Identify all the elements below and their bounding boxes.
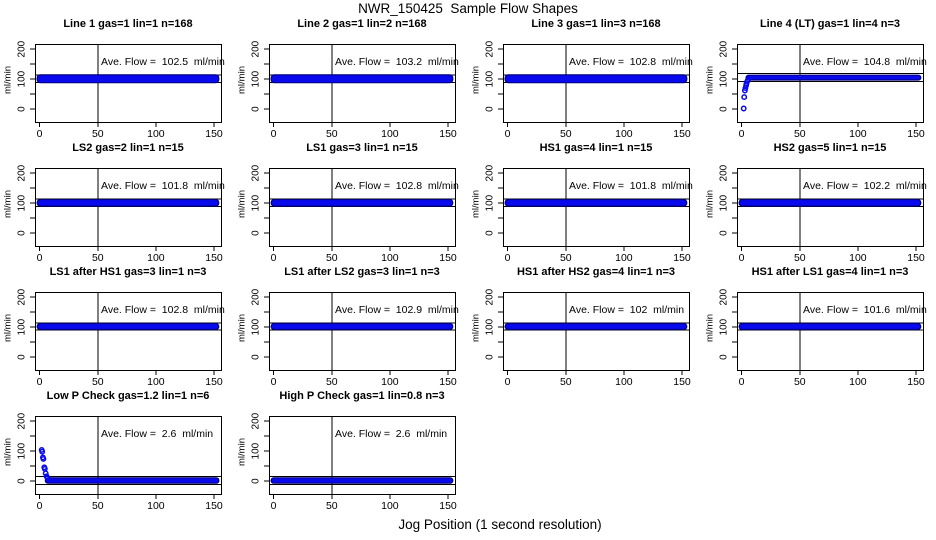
svg-text:100: 100 [615, 376, 633, 386]
svg-text:0: 0 [484, 106, 496, 112]
svg-text:0: 0 [270, 252, 277, 262]
svg-text:100: 100 [250, 442, 262, 460]
svg-text:200: 200 [16, 164, 28, 182]
svg-text:50: 50 [91, 128, 104, 138]
plot-title: Line 1 gas=1 lin=1 n=168 [63, 18, 193, 30]
svg-text:100: 100 [381, 500, 399, 510]
svg-text:100: 100 [615, 128, 633, 138]
svg-text:0: 0 [718, 354, 730, 360]
flow-band [271, 200, 453, 207]
plot-canvas [234, 262, 468, 386]
svg-text:150: 150 [439, 500, 457, 510]
ave-flow-annotation: Ave. Flow = 102.8 ml/min [569, 56, 693, 68]
plot-title: LS1 after HS1 gas=3 lin=1 n=3 [49, 266, 207, 278]
plot-ls1-after-hs1 [0, 262, 234, 386]
flow-point [742, 95, 746, 99]
ave-flow-annotation: Ave. Flow = 102.2 ml/min [803, 180, 927, 192]
svg-text:100: 100 [849, 252, 867, 262]
svg-text:50: 50 [559, 376, 572, 386]
flow-band [37, 200, 219, 207]
svg-text:100: 100 [16, 70, 28, 88]
ave-flow-annotation: Ave. Flow = 104.8 ml/min [803, 56, 927, 68]
svg-text:0: 0 [504, 376, 511, 386]
plot-ls1-after-ls2 [234, 262, 468, 386]
plot-title: Line 4 (LT) gas=1 lin=4 n=3 [759, 18, 901, 30]
plot-line2 [234, 14, 468, 138]
plot-canvas [0, 386, 234, 510]
svg-text:50: 50 [91, 500, 104, 510]
flow-band [739, 324, 921, 330]
svg-text:50: 50 [325, 376, 338, 386]
y-axis-label: ml/min [2, 66, 14, 94]
plot-canvas [468, 262, 702, 386]
plot-ls2 [0, 138, 234, 262]
svg-text:100: 100 [16, 318, 28, 336]
y-axis-label: ml/min [470, 66, 482, 94]
svg-text:100: 100 [381, 376, 399, 386]
svg-text:100: 100 [718, 70, 730, 88]
svg-text:100: 100 [381, 252, 399, 262]
svg-text:50: 50 [793, 376, 806, 386]
svg-text:150: 150 [907, 252, 925, 262]
plot-hs2 [702, 138, 936, 262]
svg-text:0: 0 [16, 230, 28, 236]
svg-text:100: 100 [16, 442, 28, 460]
svg-text:0: 0 [484, 230, 496, 236]
svg-text:0: 0 [36, 128, 43, 138]
plot-canvas [234, 138, 468, 262]
plot-canvas [0, 14, 234, 138]
flow-band [37, 75, 219, 83]
svg-text:200: 200 [718, 164, 730, 182]
flow-band [271, 75, 453, 83]
svg-text:50: 50 [793, 128, 806, 138]
plot-canvas [702, 138, 936, 262]
flow-band [45, 478, 219, 483]
svg-text:0: 0 [36, 252, 43, 262]
ave-flow-annotation: Ave. Flow = 102.8 ml/min [335, 180, 459, 192]
svg-text:150: 150 [439, 252, 457, 262]
svg-text:50: 50 [91, 252, 104, 262]
flow-band [271, 324, 453, 330]
plot-line3 [468, 14, 702, 138]
svg-text:200: 200 [250, 40, 262, 58]
plot-title: Line 2 gas=1 lin=2 n=168 [297, 18, 427, 30]
y-axis-label: ml/min [2, 438, 14, 466]
y-axis-label: ml/min [236, 438, 248, 466]
flow-band [37, 324, 219, 330]
plot-canvas [234, 386, 468, 510]
svg-text:0: 0 [16, 354, 28, 360]
svg-text:50: 50 [559, 252, 572, 262]
svg-text:150: 150 [439, 376, 457, 386]
svg-text:200: 200 [484, 288, 496, 306]
svg-text:150: 150 [205, 376, 223, 386]
ave-flow-annotation: Ave. Flow = 102.8 ml/min [101, 304, 225, 316]
svg-text:50: 50 [325, 252, 338, 262]
svg-text:0: 0 [16, 106, 28, 112]
svg-text:100: 100 [147, 128, 165, 138]
ave-flow-annotation: Ave. Flow = 101.8 ml/min [569, 180, 693, 192]
plot-ls1 [234, 138, 468, 262]
y-axis-label: ml/min [470, 190, 482, 218]
svg-text:100: 100 [381, 128, 399, 138]
svg-text:50: 50 [325, 500, 338, 510]
flow-band [746, 75, 921, 80]
flow-band [505, 200, 687, 207]
plot-canvas [0, 262, 234, 386]
svg-text:100: 100 [849, 128, 867, 138]
svg-text:150: 150 [205, 500, 223, 510]
flow-band [505, 324, 687, 330]
svg-text:0: 0 [250, 230, 262, 236]
plot-high-p-check [234, 386, 468, 510]
ave-flow-annotation: Ave. Flow = 101.8 ml/min [101, 180, 225, 192]
svg-text:0: 0 [250, 354, 262, 360]
svg-text:0: 0 [16, 478, 28, 484]
svg-text:0: 0 [504, 128, 511, 138]
plot-low-p-check [0, 386, 234, 510]
svg-text:0: 0 [738, 376, 745, 386]
plot-title: HS1 after HS2 gas=4 lin=1 n=3 [516, 266, 676, 278]
svg-text:200: 200 [718, 288, 730, 306]
figure-title: NWR_150425 Sample Flow Shapes [358, 1, 578, 16]
svg-text:0: 0 [738, 128, 745, 138]
svg-text:100: 100 [718, 194, 730, 212]
plot-title: HS1 gas=4 lin=1 n=15 [539, 142, 653, 154]
plot-title: LS1 after LS2 gas=3 lin=1 n=3 [284, 266, 440, 278]
y-axis-label: ml/min [236, 190, 248, 218]
svg-text:200: 200 [718, 40, 730, 58]
svg-text:150: 150 [673, 252, 691, 262]
svg-text:100: 100 [484, 318, 496, 336]
svg-text:50: 50 [793, 252, 806, 262]
flow-band [739, 200, 921, 207]
svg-text:200: 200 [250, 288, 262, 306]
svg-text:0: 0 [504, 252, 511, 262]
plot-canvas [0, 138, 234, 262]
flow-band [505, 75, 687, 83]
plot-title: Line 3 gas=1 lin=3 n=168 [531, 18, 661, 30]
svg-text:150: 150 [673, 128, 691, 138]
svg-text:100: 100 [250, 318, 262, 336]
svg-text:100: 100 [147, 500, 165, 510]
svg-text:0: 0 [36, 500, 43, 510]
svg-text:0: 0 [484, 354, 496, 360]
plot-title: Low P Check gas=1.2 lin=1 n=6 [46, 390, 210, 402]
ave-flow-annotation: Ave. Flow = 2.6 ml/min [101, 428, 214, 440]
svg-text:200: 200 [16, 288, 28, 306]
plot-line1 [0, 14, 234, 138]
svg-text:100: 100 [147, 376, 165, 386]
y-axis-label: ml/min [236, 314, 248, 342]
svg-text:0: 0 [250, 106, 262, 112]
flow-point [742, 106, 746, 110]
svg-text:100: 100 [615, 252, 633, 262]
ave-flow-annotation: Ave. Flow = 103.2 ml/min [335, 56, 459, 68]
ave-flow-annotation: Ave. Flow = 102 ml/min [569, 304, 685, 316]
svg-text:150: 150 [205, 128, 223, 138]
y-axis-label: ml/min [704, 314, 716, 342]
svg-text:0: 0 [738, 252, 745, 262]
svg-text:100: 100 [250, 70, 262, 88]
svg-text:150: 150 [205, 252, 223, 262]
ave-flow-annotation: Ave. Flow = 2.6 ml/min [335, 428, 448, 440]
svg-text:200: 200 [250, 164, 262, 182]
svg-text:150: 150 [907, 376, 925, 386]
svg-text:200: 200 [250, 412, 262, 430]
y-axis-label: ml/min [236, 66, 248, 94]
plot-canvas [702, 262, 936, 386]
svg-text:150: 150 [673, 376, 691, 386]
svg-text:100: 100 [250, 194, 262, 212]
svg-text:50: 50 [325, 128, 338, 138]
plot-title: LS2 gas=2 lin=1 n=15 [72, 142, 184, 154]
y-axis-label: ml/min [704, 66, 716, 94]
svg-text:200: 200 [16, 40, 28, 58]
y-axis-label: ml/min [2, 190, 14, 218]
plot-canvas [468, 138, 702, 262]
svg-text:100: 100 [16, 194, 28, 212]
plot-line4-lt [702, 14, 936, 138]
plot-hs1 [468, 138, 702, 262]
plot-canvas [702, 14, 936, 138]
svg-text:150: 150 [907, 128, 925, 138]
svg-text:0: 0 [718, 230, 730, 236]
plot-canvas [468, 14, 702, 138]
svg-text:100: 100 [484, 70, 496, 88]
plot-title: HS2 gas=5 lin=1 n=15 [773, 142, 887, 154]
svg-text:100: 100 [147, 252, 165, 262]
svg-text:100: 100 [718, 318, 730, 336]
plot-hs1-after-hs2 [468, 262, 702, 386]
svg-text:50: 50 [91, 376, 104, 386]
y-axis-label: ml/min [470, 314, 482, 342]
plot-title: High P Check gas=1 lin=0.8 n=3 [279, 390, 445, 402]
ave-flow-annotation: Ave. Flow = 102.5 ml/min [101, 56, 225, 68]
x-axis-label: Jog Position (1 second resolution) [398, 517, 602, 532]
svg-text:100: 100 [849, 376, 867, 386]
ave-flow-annotation: Ave. Flow = 102.9 ml/min [335, 304, 459, 316]
svg-text:100: 100 [484, 194, 496, 212]
y-axis-label: ml/min [704, 190, 716, 218]
plot-title: LS1 gas=3 lin=1 n=15 [306, 142, 418, 154]
svg-text:0: 0 [718, 106, 730, 112]
svg-text:200: 200 [484, 164, 496, 182]
plot-canvas [234, 14, 468, 138]
svg-text:0: 0 [270, 376, 277, 386]
plot-hs1-after-ls1 [702, 262, 936, 386]
plot-title: HS1 after LS1 gas=4 lin=1 n=3 [751, 266, 909, 278]
svg-text:200: 200 [484, 40, 496, 58]
svg-text:0: 0 [250, 478, 262, 484]
svg-text:0: 0 [270, 128, 277, 138]
svg-text:0: 0 [270, 500, 277, 510]
svg-text:200: 200 [16, 412, 28, 430]
ave-flow-annotation: Ave. Flow = 101.6 ml/min [803, 304, 927, 316]
svg-text:0: 0 [36, 376, 43, 386]
flow-band [271, 478, 453, 483]
svg-text:150: 150 [439, 128, 457, 138]
svg-text:50: 50 [559, 128, 572, 138]
y-axis-label: ml/min [2, 314, 14, 342]
